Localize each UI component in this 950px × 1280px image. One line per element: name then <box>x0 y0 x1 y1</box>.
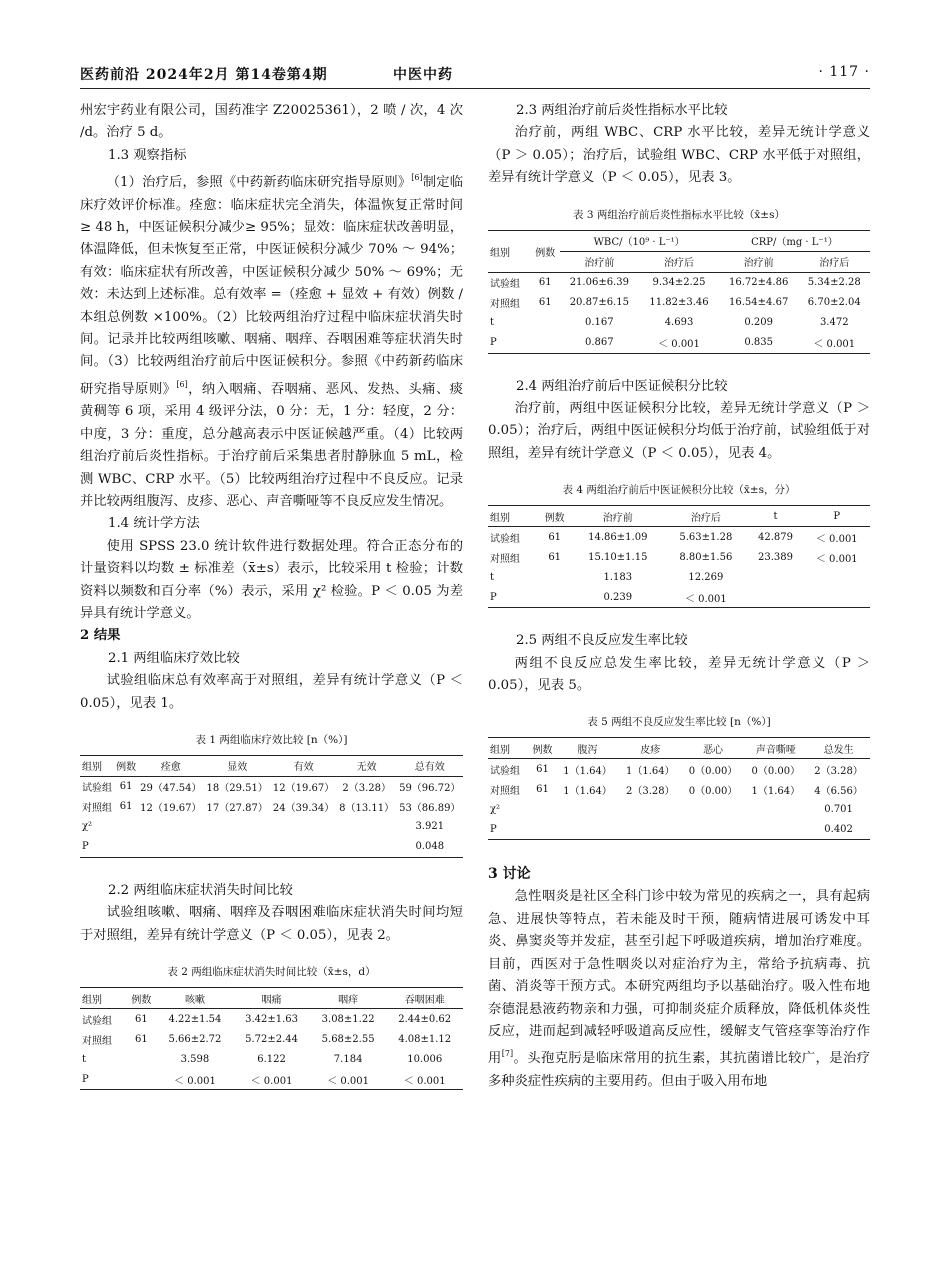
table-row: χ² 3.921 <box>82 821 445 833</box>
paragraph-3: 急性咽炎是社区全科门诊中较为常见的疾病之一，具有起病急、进展快等特点，若未能及时干预，随病情进展可诱发中耳炎、鼻窦炎等并发症，甚至引起下呼吸道疾病，增加治疗难度。目前，西医对于急性咽炎以对症治疗为主，常给予抗病毒、抗菌、消炎等干预方式。本研究两组均予以基础治疗。吸入性布地奈德混悬液药物亲和力强，可抑制炎症介质释放，降低机体炎性反应，进而起到减轻呼吸道高反应性，缓解支气管痉挛等治疗作用[7]。头孢克肟是临床常用的抗生素，其抗菌谱比较广，是治疗多种炎症性疾病的主要用药。但由于吸入用布地 <box>488 889 871 1089</box>
heading-2: 2 结果 <box>80 628 121 644</box>
paragraph-2-5: 两组不良反应总发生率比较，差异无统计学意义（P ＞ 0.05），见表 5。 <box>488 655 870 694</box>
heading-2-4: 2.4 两组治疗前后中医证候积分比较 <box>516 378 728 394</box>
page-number: · 117 · <box>818 64 870 80</box>
table-row: 试验组 61 1（1.64） 1（1.64） 0（0.00） 0（0.00） 2（3.28） <box>490 763 863 777</box>
citation-6: [6] <box>411 173 423 183</box>
table-3 <box>488 230 870 354</box>
paragraph-2-2: 试验组咳嗽、咽痛、咽痒及吞咽困难临床症状消失时间均短于对照组，差异有统计学意义（P ＜ 0.05），见表 2。 <box>80 905 463 943</box>
paragraph-2-3: 治疗前，两组 WBC、CRP 水平比较，差异无统计学意义（P ＞ 0.05）；治疗后，试验组 WBC、CRP 水平低于对照组，差异有统计学意义（P ＜ 0.05），见表 3。 <box>488 125 870 186</box>
table-5 <box>488 737 870 840</box>
running-header <box>80 62 870 89</box>
table-row: 对照组 61 1（1.64） 2（3.28） 0（0.00） 1（1.64） 4（6.56） <box>490 783 863 797</box>
table-header-row: 组别 例数 痊愈 显效 有效 无效 总有效 <box>80 755 463 776</box>
paragraph-2-1: 试验组临床总有效率高于对照组，差异有统计学意义（P ＜ 0.05），见表 1。 <box>80 673 463 711</box>
table-4-caption: 表 4 两组治疗前后中医证候积分比较（x̄±s，分） <box>562 484 796 497</box>
table-row: t 3.598 6.122 7.184 10.006 <box>82 1053 443 1065</box>
table-row: P ＜ 0.001 ＜ 0.001 ＜ 0.001 ＜ 0.001 <box>80 1069 463 1090</box>
heading-2-2: 2.2 两组临床症状消失时间比较 <box>108 882 293 898</box>
citation-6: [6] <box>176 379 188 389</box>
table-subheader-row: 治疗前 治疗后 治疗前 治疗后 <box>488 251 870 272</box>
journal-info: 医药前沿 2024年2月 第14卷第4期 <box>80 67 328 83</box>
table-row: P 0.239 ＜ 0.001 <box>488 587 870 608</box>
table-4 <box>488 505 870 608</box>
table-header-row: 组别 例数 腹泻 皮疹 恶心 声音嘶哑 总发生 <box>488 738 870 759</box>
heading-2-5: 2.5 两组不良反应发生率比较 <box>516 633 688 649</box>
table-5-caption: 表 5 两组不良反应发生率比较 [n（%）] <box>587 716 771 729</box>
paragraph-1-4: 使用 SPSS 23.0 统计软件进行数据处理。符合正态分布的计量资料以均数 ± 标准差（x̄±s）表示，比较采用 t 检验；计数资料以频数和百分率（%）表示，采用 χ² 检验。P ＜ 0.05 为差异具有统计学意义。 <box>80 538 463 621</box>
table-3-caption: 表 3 两组治疗前后炎性指标水平比较（x̄±s） <box>573 208 785 221</box>
table-row: χ² 0.701 <box>490 803 853 815</box>
table-row: 试验组 61 21.06±6.39 9.34±2.25 16.72±4.86 5.34±2.28 <box>490 277 861 291</box>
section-name: 中医中药 <box>393 67 453 83</box>
heading-1-4: 1.4 统计学方法 <box>108 516 200 532</box>
table-row: 对照组 61 12（19.67） 17（27.87） 24（39.34） 8（13.11） 53（86.89） <box>82 801 461 815</box>
heading-1-3: 1.3 观察指标 <box>108 147 187 163</box>
table-row: P 0.867 ＜ 0.001 0.835 ＜ 0.001 <box>488 333 870 354</box>
table-row: 对照组 61 20.87±6.15 11.82±3.46 16.54±4.67 6.70±2.04 <box>490 297 861 311</box>
left-column <box>80 100 463 1090</box>
table-row: 试验组 61 14.86±1.09 5.63±1.28 42.879 ＜ 0.001 <box>490 531 858 545</box>
table-header-row: 组别 例数 治疗前 治疗后 t P <box>488 506 870 527</box>
right-column <box>488 100 870 1093</box>
table-row: P 0.048 <box>80 837 463 858</box>
table-row: 对照组 61 5.66±2.72 5.72±2.44 5.68±2.55 4.08±1.12 <box>82 1033 452 1047</box>
table-header-row: 组别 例数 WBC/（10⁹ · L⁻¹） CRP/（mg · L⁻¹） <box>488 230 870 251</box>
table-2 <box>80 987 463 1090</box>
table-row: P 0.402 <box>488 819 870 840</box>
table-2-caption: 表 2 两组临床症状消失时间比较（x̄±s，d） <box>167 966 376 979</box>
paragraph-continued: 州宏宇药业有限公司，国药准字 Z20025361），2 喷 / 次，4 次 /d。治疗 5 d。 <box>80 103 463 141</box>
table-row: 对照组 61 15.10±1.15 8.80±1.56 23.389 ＜ 0.001 <box>490 551 858 565</box>
heading-3: 3 讨论 <box>488 866 531 883</box>
table-row: t 0.167 4.693 0.209 3.472 <box>490 317 849 329</box>
table-1-caption: 表 1 两组临床疗效比较 [n（%）] <box>195 733 348 746</box>
heading-2-1: 2.1 两组临床疗效比较 <box>108 650 240 666</box>
table-row: 试验组 61 4.22±1.54 3.42±1.63 3.08±1.22 2.44±0.62 <box>82 1013 452 1027</box>
table-1 <box>80 755 463 858</box>
heading-2-3: 2.3 两组治疗前后炎性指标水平比较 <box>516 103 728 118</box>
paragraph-1-3: （1）治疗后，参照《中药新药临床研究指导原则》[6]制定临床疗效评价标准。痊愈：临床症状完全消失，体温恢复正常时间≥ 48 h，中医证候积分减少≥ 95%；显效：临床症状改善明显，体温降低，但未恢复至正常，中医证候积分减少 70% ～ 94%；有效：临床症状有所改善，中医证候积分减少 50% ～ 69%；无效：未达到上述标准。总有效率 =（痊愈 + 显效 + 有效）例数 / 本组总例数 ×100%。（2）比较两组治疗过程中临床症状消失时间。记录并比较两组咳嗽、咽痛、咽痒、吞咽困难等症状消失时间。（3）比较两组治疗前后中医证候积分。参照《中药新药临床研究指导原则》[6]，纳入咽痛、吞咽痛、恶风、发热、头痛、痰黄稠等 6 项，采用 4 级评分法，0 分：无，1 分：轻度，2 分：中度，3 分：重度，总分越高表示中医证候越严重。（4）比较两组治疗前后炎性指标。于治疗前后采集患者肘静脉血 5 mL，检测 WBC、CRP 水平。（5）比较两组治疗过程中不良反应。记录并比较两组腹泻、皮疹、恶心、声音嘶哑等不良反应发生情况。 <box>80 173 464 509</box>
table-row: 试验组 61 29（47.54） 18（29.51） 12（19.67） 2（3.28） 59（96.72） <box>82 781 461 795</box>
table-header-row: 组别 例数 咳嗽 咽痛 咽痒 吞咽困难 <box>80 988 463 1009</box>
table-row: t 1.183 12.269 <box>490 571 724 583</box>
citation-7: [7] <box>501 1049 514 1059</box>
paragraph-2-4: 治疗前，两组中医证候积分比较，差异无统计学意义（P ＞ 0.05）；治疗后，两组中医证候积分均低于治疗前，试验组低于对照组，差异有统计学意义（P ＜ 0.05），见表 4。 <box>488 401 870 461</box>
